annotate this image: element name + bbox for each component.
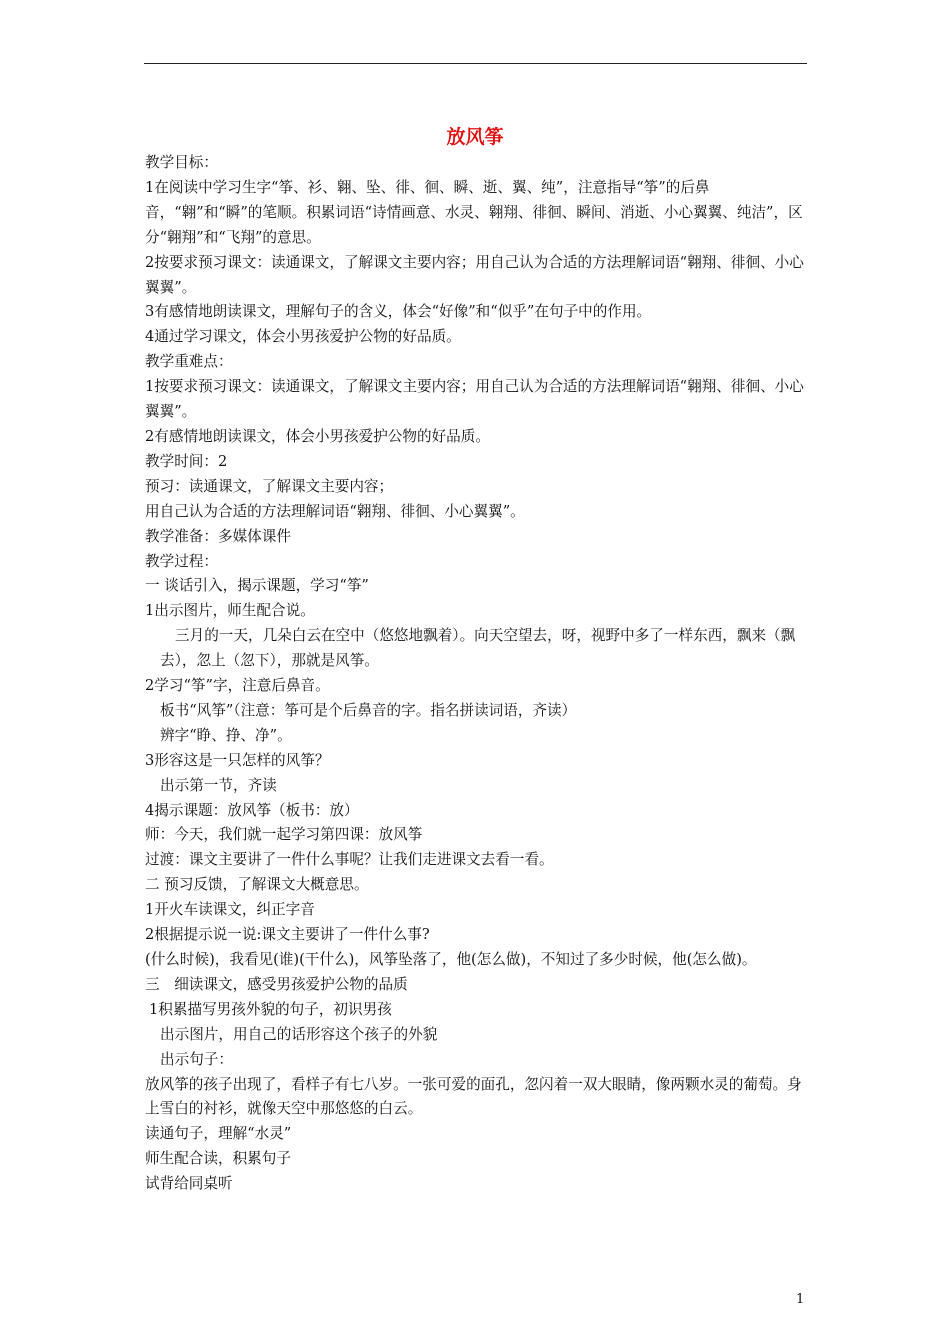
process-text: 出示第一节，齐读 — [160, 776, 277, 794]
section-heading-objectives: 教学目标： — [145, 154, 218, 171]
process-text: 师：今天，我们就一起学习第四课：放风筝 — [145, 826, 423, 844]
process-item: 2学习“筝”字，注意后鼻音。 — [145, 677, 330, 695]
process-item: 2根据提示说一说:课文主要讲了一件什么事? — [145, 926, 430, 944]
key-point-item: 2有感情地朗读课文，体会小男孩爱护公物的好品质。 — [145, 427, 490, 445]
process-text: 师生配合读，积累句子 — [145, 1150, 291, 1168]
process-text: 试背给同桌听 — [145, 1175, 233, 1193]
process-text: 辨字“睁、挣、净”。 — [160, 726, 292, 744]
process-item: 1积累描写男孩外貌的句子，初识男孩 — [149, 1000, 392, 1018]
preview-line: 用自己认为合适的方法理解词语“翱翔、徘徊、小心翼翼”。 — [145, 502, 525, 520]
document-body — [145, 151, 810, 1197]
process-item: 1开火车读课文，纠正字音 — [145, 901, 315, 919]
teaching-preparation: 教学准备：多媒体课件 — [145, 527, 291, 545]
preview-line: 预习：读通课文，了解课文主要内容； — [145, 477, 394, 495]
header-rule — [144, 63, 807, 64]
key-point-item: 1按要求预习课文：读通课文，了解课文主要内容；用自己认为合适的方法理解词语“翱翔、徘徊、小心翼翼”。 — [145, 378, 804, 421]
objective-item: 1在阅读中学习生字“筝、衫、翱、坠、徘、徊、瞬、逝、翼、纯”，注意指导“筝”的后鼻音，“翱”和“瞬”的笔顺。积累词语“诗情画意、水灵、翱翔、徘徊、瞬间、消逝、小心翼翼、纯洁”，区分“翱翔”和“飞翔”的意思。 — [145, 178, 803, 246]
process-step-heading: 一 谈话引入，揭示课题，学习“筝” — [145, 577, 369, 595]
process-text: 板书“风筝”（注意：筝可是个后鼻音的字。指名拼读词语，齐读） — [160, 701, 577, 719]
process-text: 读通句子，理解“水灵” — [145, 1125, 292, 1143]
process-text: 出示句子： — [160, 1050, 233, 1068]
process-text: 三月的一天，几朵白云在空中（悠悠地飘着）。向天空望去，呀，视野中多了一样东西，飘来（飘去），忽上（忽下），那就是风筝。 — [160, 627, 796, 670]
teaching-time: 教学时间：2 — [145, 452, 228, 470]
process-step-heading: 三 细读课文，感受男孩爱护公物的品质 — [145, 975, 408, 993]
process-item: 4揭示课题：放风筝（板书：放） — [145, 801, 359, 819]
process-text: 过渡：课文主要讲了一件什么事呢？让我们走进课文去看一看。 — [145, 851, 554, 869]
objective-item: 2按要求预习课文：读通课文，了解课文主要内容；用自己认为合适的方法理解词语“翱翔、徘徊、小心翼翼”。 — [145, 253, 804, 296]
objective-item: 3有感情地朗读课文，理解句子的含义，体会“好像”和“似乎”在句子中的作用。 — [145, 303, 652, 321]
section-heading-process: 教学过程： — [145, 552, 218, 570]
process-item: 1出示图片，师生配合说。 — [145, 602, 315, 620]
process-text: (什么时候)，我看见(谁)(干什么)，风筝坠落了，他(怎么做)，不知过了多少时候，他(怎么做)。 — [145, 951, 757, 968]
document-title: 放风筝 — [446, 126, 504, 148]
section-heading-key-points: 教学重难点： — [145, 353, 233, 371]
objective-item: 4通过学习课文，体会小男孩爱护公物的好品质。 — [145, 328, 461, 346]
page-number: 1 — [796, 1292, 805, 1307]
process-text: 放风筝的孩子出现了，看样子有七八岁。一张可爱的面孔，忽闪着一双大眼睛，像两颗水灵的葡萄。身上雪白的衬衫，就像天空中那悠悠的白云。 — [145, 1075, 802, 1118]
process-item: 3形容这是一只怎样的风筝？ — [145, 751, 330, 769]
process-step-heading: 二 预习反馈，了解课文大概意思。 — [145, 876, 369, 894]
process-text: 出示图片，用自己的话形容这个孩子的外貌 — [160, 1025, 438, 1043]
